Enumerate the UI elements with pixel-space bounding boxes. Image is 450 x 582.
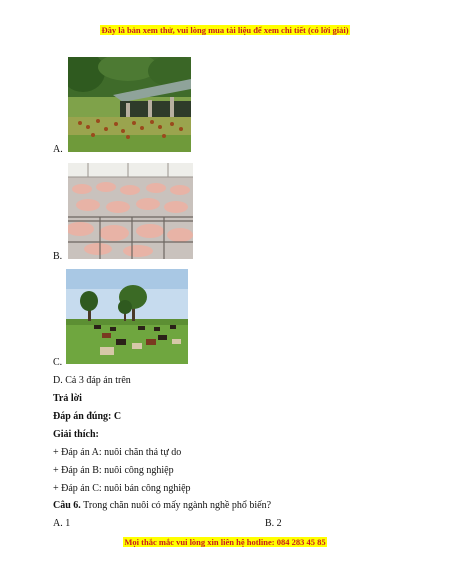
correct-answer: Đáp án đúng: C bbox=[53, 411, 122, 422]
free-range-chicken-image bbox=[68, 57, 191, 152]
explanation-heading: Giải thích: bbox=[53, 429, 99, 440]
footer-notice-text: Mọi thắc mắc vui lòng xin liên hệ hotline: 084 283 45 85 bbox=[124, 537, 326, 547]
question-6-option-a: A. 1 bbox=[53, 518, 71, 529]
explanation-line: + Đáp án B: nuôi công nghiệp bbox=[53, 465, 174, 476]
industrial-pig-barn-image bbox=[68, 163, 193, 259]
question-6 bbox=[53, 500, 271, 511]
header-notice-text: Đây là bản xem thử, vui lòng mua tài liệu để xem chi tiết (có lời giải) bbox=[101, 25, 349, 35]
option-d-text: D. Cả 3 đáp án trên bbox=[53, 375, 131, 386]
explanation-line: + Đáp án C: nuôi bán công nghiệp bbox=[53, 483, 191, 494]
option-c-label: C. bbox=[53, 357, 63, 368]
question-6-option-b: B. 2 bbox=[265, 518, 282, 529]
grazing-cattle-field-image bbox=[66, 269, 188, 364]
header-notice bbox=[0, 25, 450, 35]
answer-heading: Trả lời bbox=[53, 393, 82, 404]
explanation-line: + Đáp án A: nuôi chăn thả tự do bbox=[53, 447, 182, 458]
option-a-label: A. bbox=[53, 144, 63, 155]
footer-notice bbox=[0, 537, 450, 547]
question-text: Trong chăn nuôi có mấy ngành nghề phổ biến? bbox=[80, 500, 272, 511]
question-number: Câu 6. bbox=[53, 500, 81, 511]
option-b-label: B. bbox=[53, 251, 63, 262]
